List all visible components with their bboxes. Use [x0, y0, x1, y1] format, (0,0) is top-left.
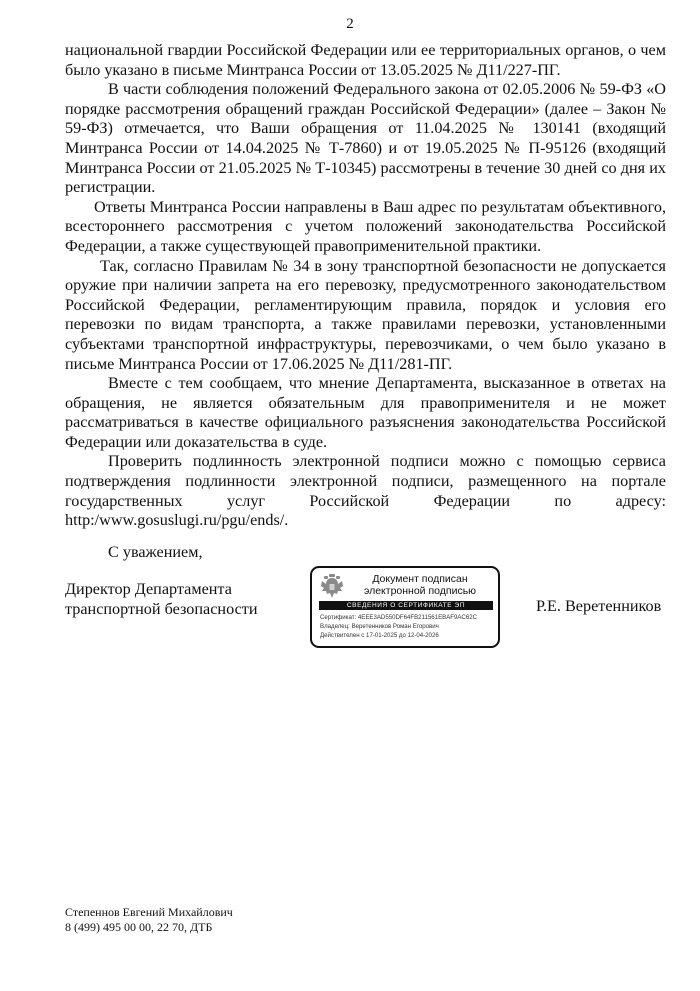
paragraph-responses-sent: Ответы Минтранса России направлены в Ваш адрес по результатам объективного, всестороннего рассмотрения с учетом положений законодательства Российской Федерации, а также существующей правоприменительной практики.	[65, 197, 666, 255]
page-number: 2	[346, 16, 354, 32]
certificate-validity: Действителен с 17-01-2025 до 12-04-2026	[320, 632, 439, 639]
executor-name: Степеннов Евгений Михайлович	[65, 905, 233, 919]
signer-position-line1: Директор Департамента	[65, 580, 232, 598]
stamp-heading	[350, 573, 490, 597]
closing-salutation: С уважением,	[108, 543, 203, 561]
executor-phone: 8 (499) 495 00 00, 22 70, ДТБ	[65, 919, 213, 934]
verification-link[interactable]: http:/www.gosuslugi.ru/pgu/ends/.	[65, 511, 289, 530]
certificate-number: Сертификат: 4EEE3AD550DF64FB211561EBAF9AC62C	[320, 614, 478, 621]
paragraph-signature-verification: Проверить подлинность электронной подписи можно с помощью сервиса подтверждения подлинности электронной подписи, размещенного на портале государственных услуг Российской Федерации по адресу:	[65, 452, 666, 510]
stamp-heading-line2: электронной подписью	[363, 585, 477, 597]
paragraph-rules-34: Так, согласно Правилам № 34 в зону транспортной безопасности не допускается оружие при наличии запрета на его перевозку, предусмотренного законодательством Российской Федерации, регламентирующим правила, порядок и условия его перевозки по видам транспорта, а также правилами перевозки, установленными субъектами транспортной инфраструктуры, перевозчиками, о чем было указано в письме Минтранса России от 17.06.2025 № Д11/281-ПГ.	[65, 256, 666, 373]
paragraph-continuation: национальной гвардии Российской Федерации или ее территориальных органов, о чем было указано в письме Минтранса России от 13.05.2025 № Д11/227-ПГ.	[65, 41, 666, 79]
certificate-info-bar: СВЕДЕНИЯ О СЕРТИФИКАТЕ ЭП	[319, 601, 493, 610]
paragraph-law-59fz: В части соблюдения положений Федерального закона от 02.05.2006 № 59-ФЗ «О порядке рассмотрения обращений граждан Российской Федерации» (далее – Закон № 59-ФЗ) отмечается, что Ваши обращения от 11.04.2025 № 130141 (входящий Минтранса России от 14.04.2025 № Т-7860) и от 19.05.2025 № П-95126 (входящий Минтранса России от 21.05.2025 № Т-10345) рассмотрены в течение 30 дней со дня их регистрации.	[65, 80, 666, 197]
paragraph-department-opinion: Вместе с тем сообщаем, что мнение Департамента, высказанное в ответах на обращения, не является обязательным для правоприменителя и не может рассматриваться в качестве официального разъяснения законодательства Российской Федерации или доказательства в суде.	[65, 374, 666, 451]
electronic-signature-stamp	[310, 566, 500, 648]
signer-position-line2: транспортной безопасности	[65, 599, 258, 618]
certificate-owner: Владелец: Веретенников Роман Егорович	[320, 623, 439, 630]
signer-name: Р.Е. Веретенников	[536, 597, 662, 615]
coat-of-arms-icon	[321, 574, 343, 600]
signer-position	[65, 580, 258, 619]
certificate-details	[320, 613, 496, 640]
letter-body	[65, 41, 666, 531]
stamp-heading-line1: Документ подписан	[372, 573, 468, 585]
executor-info	[65, 905, 233, 934]
